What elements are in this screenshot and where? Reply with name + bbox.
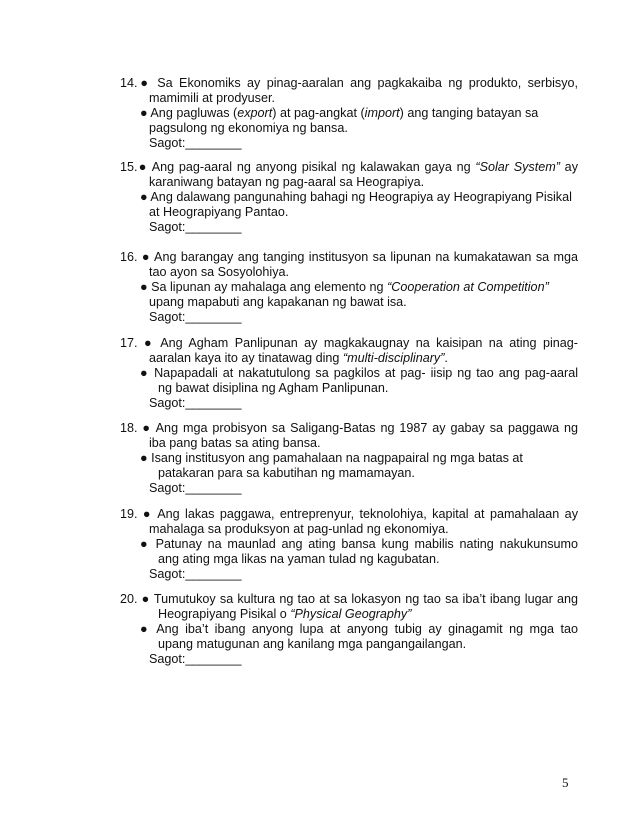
question-17-line-2: aaralan kaya ito ay tinatawag ding “multi-disciplinary”.: [149, 351, 448, 365]
question-14: [120, 76, 578, 151]
question-20: [120, 592, 578, 667]
page-number: 5: [562, 775, 569, 790]
question-18-line-4: patakaran para sa kabutihan ng mamamayan.: [158, 466, 415, 480]
question-20-answer-line: Sagot:________: [149, 652, 242, 666]
question-15-line-4: at Heograpiyang Pantao.: [149, 205, 289, 219]
question-14-answer-line: Sagot:________: [149, 136, 242, 150]
multi-disciplinary-term: “multi-disciplinary”: [342, 351, 445, 365]
question-17-line-3: ● Napapadali at nakatutulong sa pagkilos at pag- iisip ng tao ang pag-aaral: [140, 366, 578, 380]
question-18-line-3: ● Isang institusyon ang pamahalaan na nagpapairal ng mga batas at: [140, 451, 523, 465]
question-15-line-3: ● Ang dalawang pangunahing bahagi ng Heograpiya ay Heograpiyang Pisikal: [140, 190, 572, 204]
question-18: [120, 421, 578, 496]
question-14-line-2: mamimili at prodyuser.: [149, 91, 275, 105]
question-19-line-1: 19. ● Ang lakas paggawa, entreprenyur, teknolohiya, kapital at pamahalaan ay: [120, 507, 578, 521]
question-19-answer-line: Sagot:________: [149, 567, 242, 581]
question-14-line-4: pagsulong ng ekonomiya ng bansa.: [149, 121, 348, 135]
question-16-line-1: 16. ● Ang barangay ang tanging institusyon sa lipunan na kumakatawan sa mga: [120, 250, 578, 264]
question-17-line-4: ng bawat disiplina ng Agham Panlipunan.: [158, 381, 389, 395]
question-17: [120, 336, 578, 411]
import-term: import: [364, 106, 400, 120]
question-19: [120, 507, 578, 582]
question-18-answer-line: Sagot:________: [149, 481, 242, 495]
question-15-line-1: 15.● Ang pag-aaral ng anyong pisikal ng kalawakan gaya ng “Solar System” ay: [120, 160, 578, 174]
question-15-answer-line: Sagot:________: [149, 220, 242, 234]
question-19-line-2: mahalaga sa produksyon at pag-unlad ng ekonomiya.: [149, 522, 449, 536]
question-16-line-3: ● Sa lipunan ay mahalaga ang elemento ng “Cooperation at Competition”: [140, 280, 549, 294]
physical-geography-term: “Physical Geography”: [290, 607, 412, 621]
question-20-line-2: Heograpiyang Pisikal o “Physical Geography”: [158, 607, 412, 621]
question-20-line-1: 20. ● Tumutukoy sa kultura ng tao at sa lokasyon ng tao sa iba’t ibang lugar ang: [120, 592, 578, 606]
question-16-answer-line: Sagot:________: [149, 310, 242, 324]
question-20-line-3: ● Ang iba’t ibang anyong lupa at anyong tubig ay ginagamit ng mga tao: [140, 622, 578, 636]
question-16-line-4: upang mapabuti ang kapakanan ng bawat isa.: [149, 295, 407, 309]
solar-system-term: “Solar System”: [475, 160, 560, 174]
question-18-line-2: iba pang batas sa ating bansa.: [149, 436, 321, 450]
question-15: [120, 160, 578, 235]
question-16: [120, 250, 578, 325]
export-term: export: [237, 106, 273, 120]
question-19-line-3: ● Patunay na maunlad ang ating bansa kung mabilis nating nakukunsumo: [140, 537, 578, 551]
question-20-line-4: upang matugunan ang kanilang mga pangangailangan.: [158, 637, 467, 651]
cooperation-competition-term: “Cooperation at Competition”: [387, 280, 549, 294]
question-14-line-1: 14.● Sa Ekonomiks ay pinag-aaralan ang pagkakaiba ng produkto, serbisyo,: [120, 76, 578, 90]
question-17-line-1: 17. ● Ang Agham Panlipunan ay magkakaugnay na kaisipan na ating pinag-: [120, 336, 578, 350]
question-18-line-1: 18. ● Ang mga probisyon sa Saligang-Batas ng 1987 ay gabay sa paggawa ng: [120, 421, 578, 435]
question-16-line-2: tao ayon sa Sosyolohiya.: [149, 265, 290, 279]
question-15-line-2: karaniwang batayan ng pag-aaral sa Heograpiya.: [149, 175, 425, 189]
question-17-answer-line: Sagot:________: [149, 396, 242, 410]
question-14-line-3: ● Ang pagluwas (export) at pag-angkat (import) ang tanging batayan sa: [140, 106, 539, 120]
question-19-line-4: ang ating mga likas na yaman tulad ng kagubatan.: [158, 552, 440, 566]
